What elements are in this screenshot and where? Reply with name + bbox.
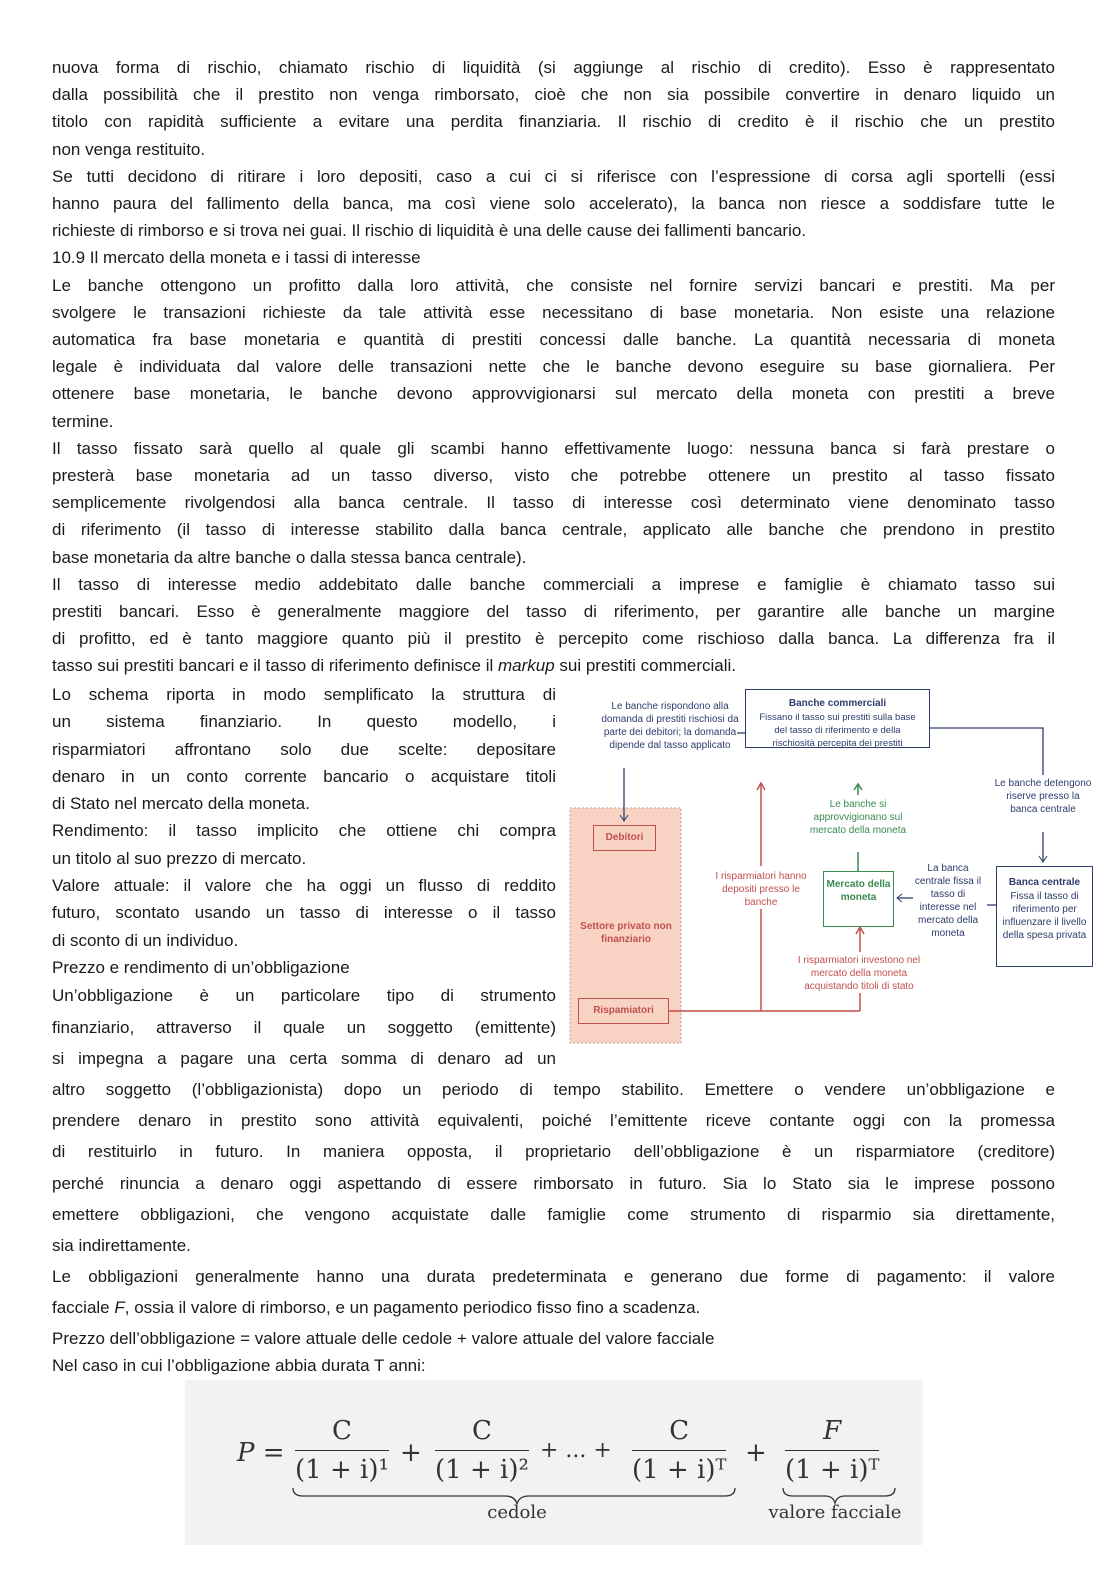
line-text: di Stato nel mercato della moneta. <box>52 794 310 814</box>
cedole-label: cedole <box>487 1502 547 1523</box>
line-text: Il tasso di interesse medio addebitato dalle banche commerciali a imprese e famiglie è chiamato tasso sui <box>52 574 1055 594</box>
numerator: C <box>295 1416 389 1451</box>
italic-term: F <box>114 1298 125 1318</box>
line-text: automatica fra base monetaria e quantità di prestiti concessi dalle banche. La quantità necessaria di moneta <box>52 330 1055 350</box>
line-text: Valore attuale: il valore che ha oggi un flusso di reddito <box>52 876 556 896</box>
line-text: sui prestiti commerciali. <box>554 656 737 676</box>
line-text: Nel caso in cui l’obbligazione abbia durata T anni: <box>52 1356 426 1375</box>
numerator: C <box>632 1416 726 1451</box>
line-text: Prezzo e rendimento di un’obbligazione <box>52 957 350 977</box>
denominator: (1 + i)ᵀ <box>632 1455 727 1485</box>
line-text: ottenere base monetaria, le banche devono approvvigionarsi sul mercato della moneta con prestiti a breve <box>52 384 1055 404</box>
line-text: facciale <box>52 1298 115 1318</box>
line-text: denaro in un conto corrente bancario o acquistare titoli <box>52 766 556 786</box>
line-text: nuova forma di rischio, chiamato rischio di liquidità (si aggiunge al rischio di credito). Esso è rappresentato <box>52 58 1055 77</box>
denominator: (1 + i)² <box>435 1455 529 1485</box>
line-text: , ossia il valore di rimborso, e un pagamento periodico fisso fino a scadenza. <box>124 1298 701 1318</box>
line-text: Lo schema riporta in modo semplificato la struttura di <box>52 685 556 704</box>
plus: + <box>400 1438 422 1468</box>
line-text: un titolo al suo prezzo di mercato. <box>52 848 307 868</box>
reserve-note: Le banche detengono riserve presso la banca centrale <box>994 778 1092 815</box>
line-text: Un’obbligazione è un particolare tipo di strumento <box>52 986 556 1005</box>
bond-price-formula <box>185 1380 923 1545</box>
line-text: Le banche ottengono un profitto dalla loro attività, che consiste nel fornire servizi bancari e prestiti. Ma per <box>52 275 1055 295</box>
line-text: prestiti bancari. Esso è generalmente maggiore del tasso di riferimento, per garantire alle banche un margine <box>52 602 1055 622</box>
line-text: base monetaria da altre banche o dalla stessa banca centrale). <box>52 547 527 567</box>
denominator: (1 + i)ᵀ <box>785 1455 880 1485</box>
banca-centrale-title: Banca centrale <box>1008 877 1081 888</box>
line-text: richieste di rimborso e si trova nei guai. Il rischio di liquidità è una delle cause dei fallimenti bancario. <box>52 221 807 241</box>
settore-label: Settore privato non finanziario <box>580 921 672 945</box>
line-text: finanziario, attraverso il quale un soggetto (emittente) <box>52 1017 556 1037</box>
line-text: emettere obbligazioni, che vengono acquistate dalle famiglie come strumento di risparmio sia direttamente, <box>52 1204 1055 1224</box>
line-text: Il tasso fissato sarà quello al quale gli scambi hanno effettivamente luogo: nessuna banca si farà prestare o <box>52 438 1055 458</box>
numerator: C <box>435 1416 529 1451</box>
line-text: futuro, scontato usando un tasso di interesse o il tasso <box>52 903 556 923</box>
line-text: non venga restituito. <box>52 139 206 159</box>
left-note: Le banche rispondono alla domanda di prestiti rischiosi da parte dei debitori; la domanda dipende dal tasso applicato <box>601 701 739 751</box>
line-text: svolgere le transazioni richieste da tale attività esse necessitano di base monetaria. Non esiste una relazione <box>52 302 1055 322</box>
line-text: altro soggetto (l’obbligazionista) dopo un periodo di tempo stabilito. Emettere o vendere un’obbligazione e <box>52 1080 1055 1099</box>
line-text: termine. <box>52 411 114 431</box>
line-text: di sconto di un individuo. <box>52 930 239 950</box>
numerator: F <box>785 1416 879 1451</box>
line-text: risparmiatori affrontano solo due scelte: depositare <box>52 739 556 759</box>
line-text: Rendimento: il tasso implicito che ottiene chi compra <box>52 821 556 841</box>
line-text: dalla possibilità che il prestito non venga rimborsato, cioè che non sia possibile convertire in denaro liquido un <box>52 85 1055 105</box>
line-text: hanno paura del fallimento della banca, ma così viene solo accelerato), la banca non riesce a soddisfare tutte le <box>52 194 1055 214</box>
debitori-label: Debitori <box>605 832 644 843</box>
line-text: Prezzo dell’obbligazione = valore attuale delle cedole + valore attuale del valore facciale <box>52 1329 715 1348</box>
formula-lhs: P = <box>237 1438 285 1468</box>
bc-note: La banca centrale fissa il tasso di interesse nel mercato della moneta <box>914 863 982 939</box>
line-text: sia indirettamente. <box>52 1236 191 1256</box>
line-text: 10.9 Il mercato della moneta e i tassi di interesse <box>52 248 421 268</box>
mercato-label: Mercato della moneta <box>826 879 891 903</box>
approv-note: Le banche si approvvigionano sul mercato della moneta <box>809 799 907 836</box>
valore-facciale-label: valore facciale <box>768 1502 902 1523</box>
line-text: Le obbligazioni generalmente hanno una durata predeterminata e generano due forme di pagamento: il valore <box>52 1267 1055 1287</box>
banca-centrale-text: Fissa il tasso di riferimento per influenzare il livello della spesa privata <box>1002 891 1087 941</box>
line-text: legale è individuata dal valore delle transazioni nette che le banche devono eseguire su base giornaliera. Per <box>52 357 1055 377</box>
line-text: presterà base monetaria ad un tasso diverso, visto che potrebbe ottenere un prestito al tasso fissato <box>52 466 1055 486</box>
banche-commerciali-title: Banche commerciali <box>788 698 887 709</box>
line-text: di riferimento (il tasso di interesse stabilito dalla banca centrale, applicato alle banche che prendono in prestito <box>52 520 1055 540</box>
inv-note: I risparmiatori investono nel mercato della moneta acquistando titoli di stato <box>790 954 928 993</box>
line-text: perché rinuncia a denaro oggi aspettando di essere rimborsato in futuro. Sia lo Stato sia le imprese possono <box>52 1173 1055 1193</box>
line-text: tasso sui prestiti bancari e il tasso di riferimento definisce il <box>52 656 498 676</box>
line-text: titolo con rapidità sufficiente a evitare una perdita finanziaria. Il rischio di credito è il rischio che un prestito <box>52 112 1055 132</box>
risparmiatori-label: Rispamiatori <box>593 1005 654 1016</box>
line-text: semplicemente rivolgendosi alla banca centrale. Il tasso di interesse così determinato viene denominato tasso <box>52 493 1055 513</box>
banche-commerciali-text: Fissano il tasso sui prestiti sulla base del tasso di riferimento e della rischiosità percepita dei prestiti <box>759 712 916 749</box>
denominator: (1 + i)¹ <box>295 1455 389 1485</box>
dep-note: I risparmiatori hanno depositi presso le banche <box>712 870 810 909</box>
line-text: prendere denaro in prestito sono attività equivalenti, poiché l’emittente riceve contante oggi con la promessa <box>52 1111 1055 1131</box>
line-text: di profitto, ed è tanto maggiore quanto più il prestito è percepito come rischioso dalla banca. La differenza fra il <box>52 629 1055 649</box>
line-text: Se tutti decidono di ritirare i loro depositi, caso a cui ci si riferisce con l’espressione di corsa agli sportelli (essi <box>52 166 1055 186</box>
line-text: di restituirlo in futuro. In maniera opposta, il proprietario dell’obbligazione è un risparmiatore (creditore) <box>52 1142 1055 1162</box>
ellipsis: + ... + <box>540 1438 612 1463</box>
line-text: un sistema finanziario. In questo modello, i <box>52 712 556 732</box>
line-text: si impegna a pagare una certa somma di denaro ad un <box>52 1049 556 1068</box>
plus: + <box>745 1438 767 1468</box>
italic-term: markup <box>497 656 555 676</box>
